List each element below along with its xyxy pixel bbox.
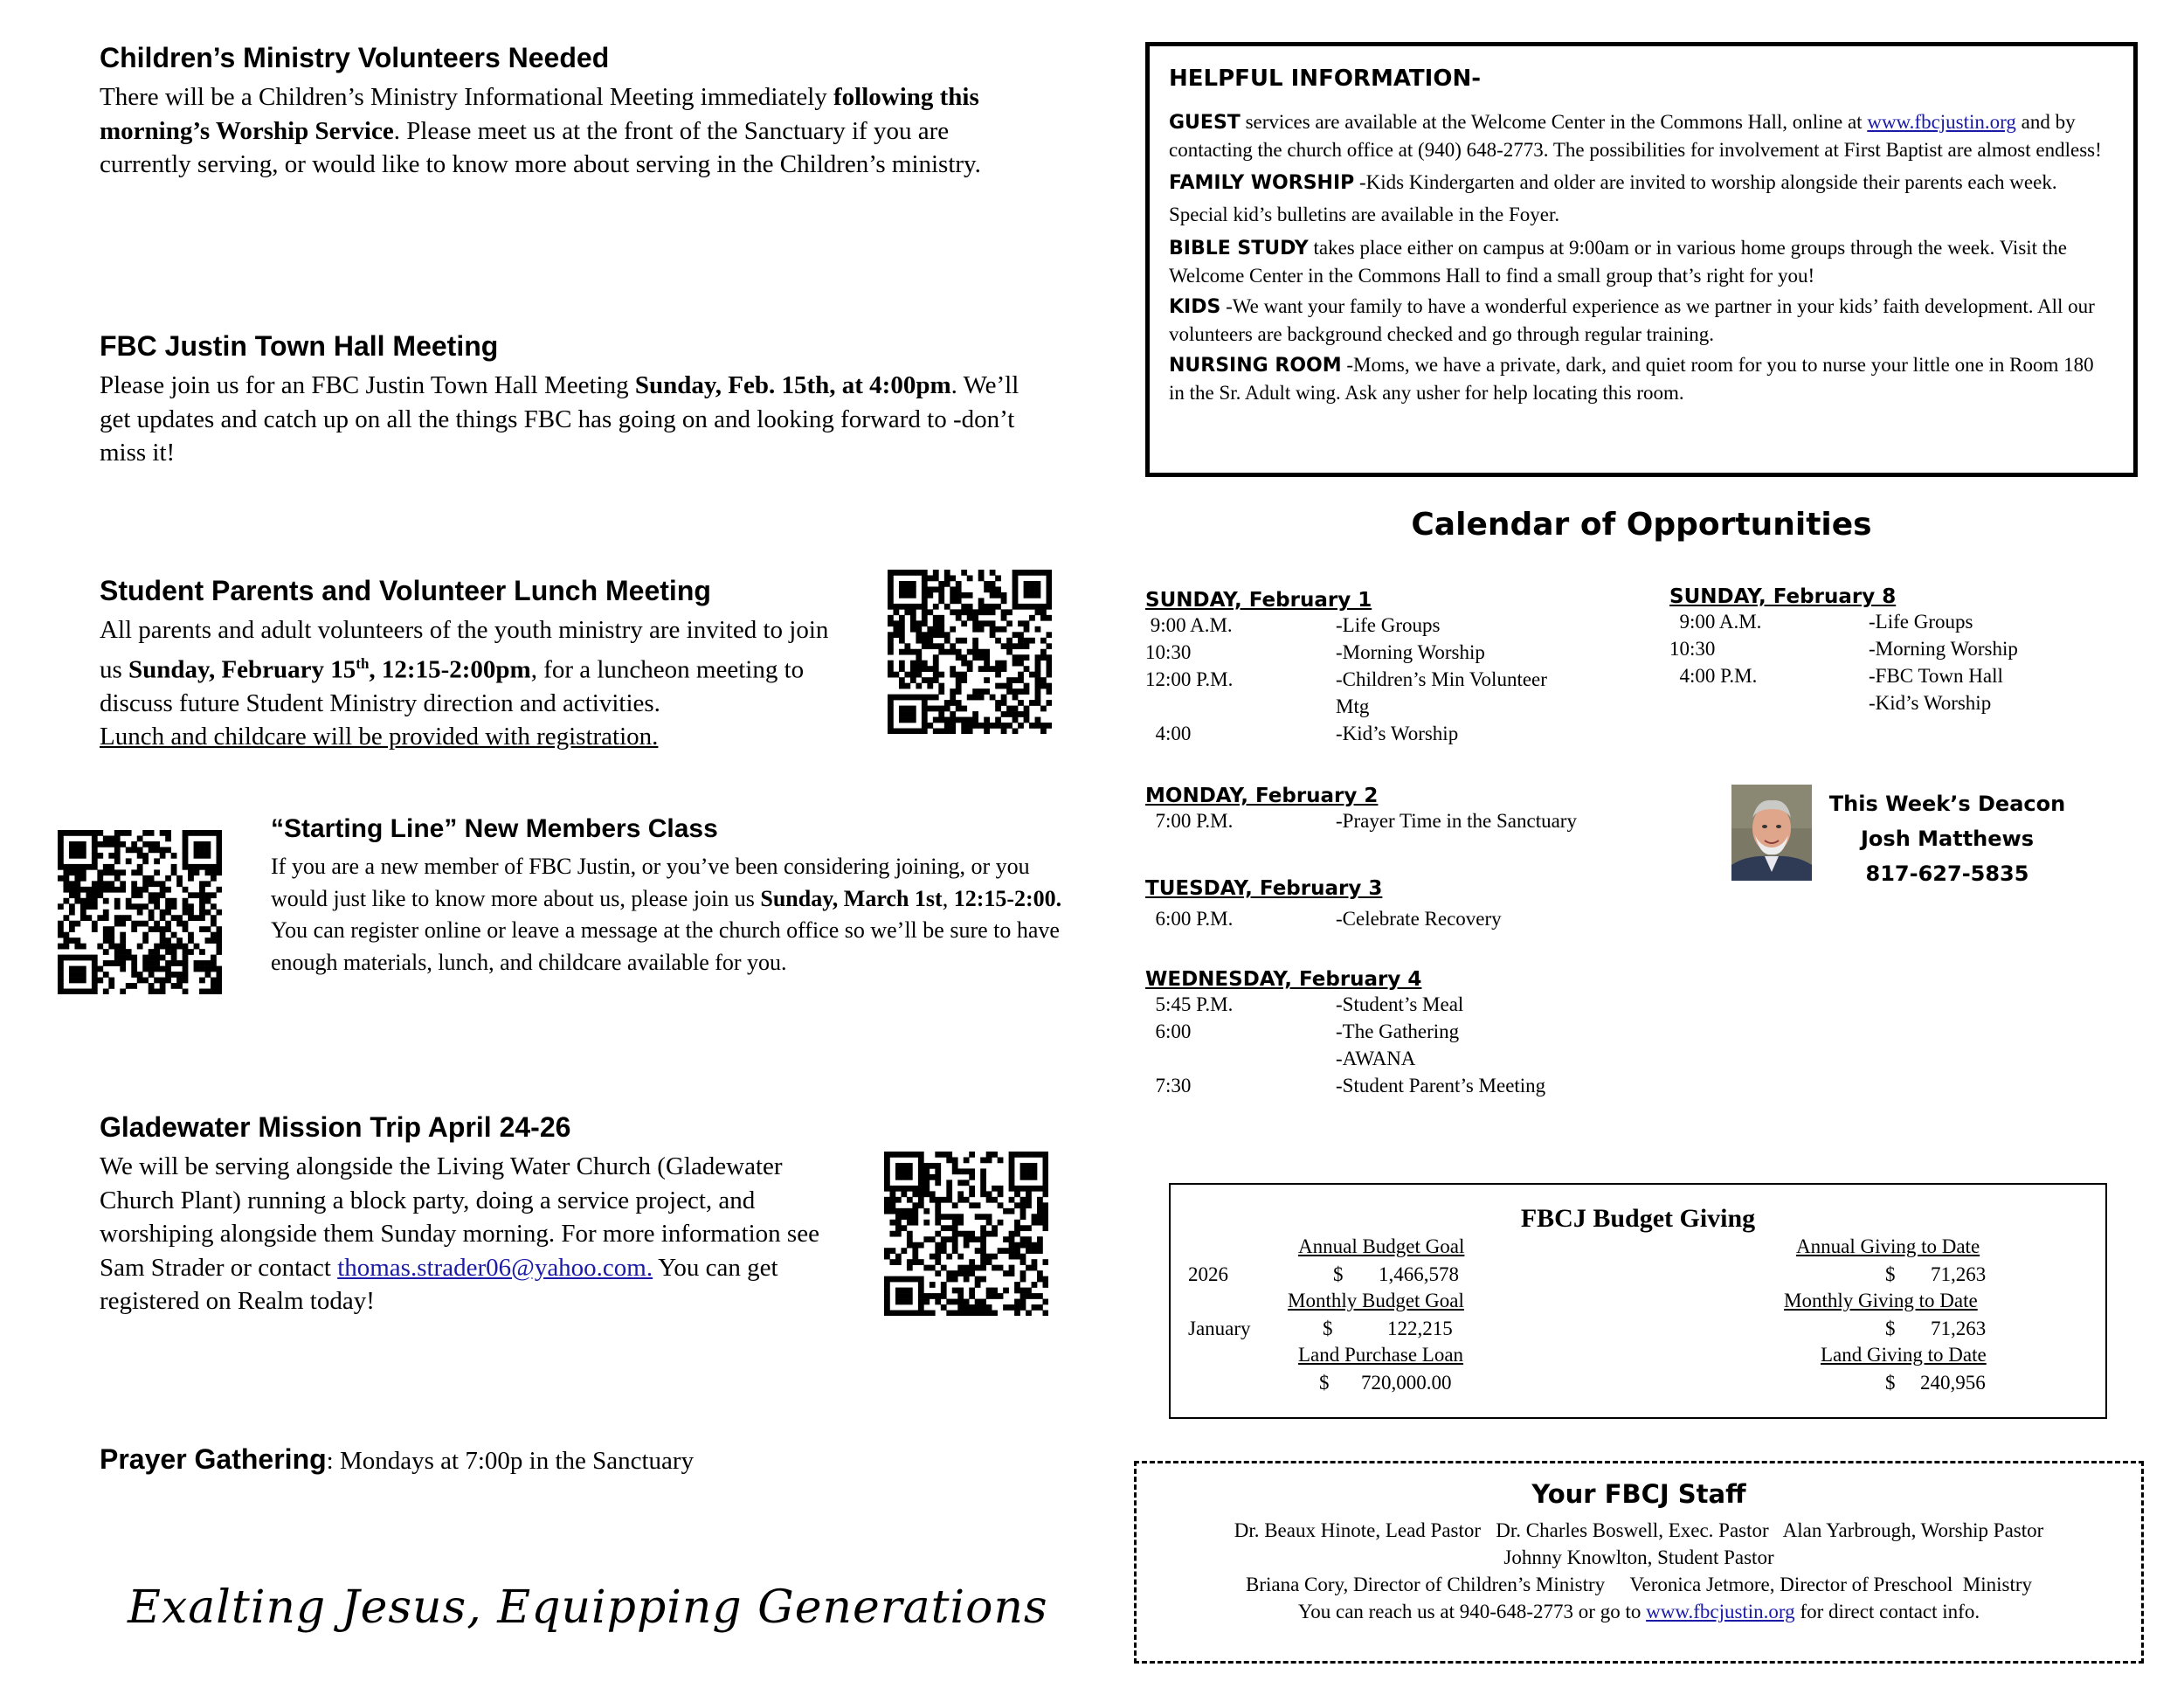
prayer-gathering-text: : Mondays at 7:00p in the Sanctuary	[326, 1447, 695, 1475]
staff-title: Your FBCJ Staff	[1531, 1479, 1746, 1509]
starting-line-text-d: 12:15-2:00.	[953, 885, 1062, 911]
land-purchase-loan-currency: $	[1319, 1372, 1330, 1394]
staff-line-3: Briana Cory, Director of Children’s Ministry Veronica Jetmore, Director of Preschool Ministry	[1245, 1574, 2032, 1595]
prayer-gathering	[100, 1443, 694, 1478]
calendar-event	[1145, 693, 1547, 720]
calendar-tuesday-feb-3	[1145, 877, 1502, 932]
children-ministry-text-a: There will be a Children’s Ministry Informational Meeting immediately	[100, 83, 833, 111]
deacon-photo	[1731, 785, 1812, 881]
children-ministry-text-b: following this morning’s Worship Service	[100, 83, 979, 145]
monthly-budget-goal-label: Monthly Budget Goal	[1288, 1290, 1464, 1311]
budget-giving-box	[1169, 1183, 2107, 1419]
student-lunch-text	[100, 613, 842, 754]
helpful-information-title: HELPFUL INFORMATION-	[1169, 66, 1481, 92]
event-desc: -Morning Worship	[1336, 641, 1485, 663]
event-time: 4:00 P.M.	[1669, 665, 1758, 687]
land-giving-value: 240,956	[1920, 1372, 1986, 1394]
student-lunch-text-sup: th	[356, 654, 370, 672]
calendar-day-heading: SUNDAY, February 1	[1145, 589, 1372, 612]
annual-budget-goal-value: 1,466,578	[1379, 1263, 1459, 1285]
event-desc: -Morning Worship	[1869, 638, 2018, 660]
event-time: 12:00 P.M.	[1145, 668, 1234, 690]
calendar-wednesday-feb-4	[1145, 968, 1545, 1099]
staff-line-1: Dr. Beaux Hinote, Lead Pastor Dr. Charles Boswell, Exec. Pastor Alan Yarbrough, Worship Pastor	[1234, 1519, 2044, 1541]
event-desc: -AWANA	[1336, 1048, 1416, 1069]
prayer-gathering-title: Prayer Gathering	[100, 1443, 327, 1475]
event-desc: -Life Groups	[1869, 611, 1973, 633]
nursing-room-info	[1169, 351, 2114, 406]
budget-year: 2026	[1188, 1263, 1228, 1285]
student-lunch-text-e: Lunch and childcare will be provided with registration.	[100, 723, 659, 751]
children-ministry-text-c: . Please meet us at the front of the Sanctuary if you are currently serving, or would like to know more about serving in the Children’s ministry.	[100, 116, 981, 178]
staff-website-link[interactable]: www.fbcjustin.org	[1646, 1601, 1795, 1622]
calendar-day-heading: TUESDAY, February 3	[1145, 877, 1383, 900]
calendar-event	[1145, 1045, 1545, 1072]
event-desc: -FBC Town Hall	[1869, 665, 2003, 687]
calendar-event	[1145, 639, 1547, 666]
land-giving-label: Land Giving to Date	[1821, 1344, 1987, 1366]
calendar-event	[1669, 635, 2018, 662]
land-purchase-loan-value: 720,000.00	[1361, 1372, 1452, 1394]
qr-code-student-lunch[interactable]	[888, 570, 1052, 734]
calendar-sunday-feb-8	[1669, 585, 2018, 716]
event-time: 7:30	[1145, 1075, 1192, 1097]
helpful-information-box	[1145, 42, 2138, 477]
starting-line-text-e: You can register online or leave a message at the church office so we’ll be sure to have enough materials, lunch, and childcare available for you.	[271, 917, 1060, 975]
guest-website-link[interactable]: www.fbcjustin.org	[1867, 111, 2016, 133]
children-ministry-text	[100, 80, 1034, 182]
town-hall-title: FBC Justin Town Hall Meeting	[100, 330, 499, 362]
budget-month: January	[1188, 1318, 1251, 1339]
student-lunch-text-c: , 12:15-2:00pm	[369, 655, 531, 684]
event-desc: -Kid’s Worship	[1336, 723, 1459, 744]
annual-giving-currency: $	[1885, 1263, 1896, 1285]
calendar-events	[1145, 991, 1545, 1099]
guest-text-b: and by contacting the church office at (940) 648-2773. The possibilities for involvement at First Baptist are almost endless!	[1169, 111, 2102, 161]
guest-info	[1169, 108, 2114, 163]
calendar-event	[1145, 991, 1545, 1018]
event-time: 6:00	[1145, 1020, 1192, 1042]
calendar-event	[1145, 1072, 1545, 1099]
nursing-room-text: -Moms, we have a private, dark, and quiet room for you to nurse your little one in Room 180 in the Sr. Adult wing. Ask any usher for help locating this room.	[1169, 354, 2094, 404]
mission-trip-text-b: You can get registered on Realm today!	[100, 1253, 778, 1315]
event-desc: Mtg	[1336, 695, 1370, 717]
calendar-day-heading: WEDNESDAY, February 4	[1145, 968, 1422, 991]
student-lunch-text-a: All parents and adult volunteers of the youth ministry are invited to join us	[100, 616, 829, 684]
event-time: 9:00 A.M.	[1145, 614, 1233, 636]
staff-line-4	[1137, 1598, 2141, 1625]
monthly-budget-goal-value: 122,215	[1387, 1318, 1453, 1339]
student-lunch-text-b: Sunday, February 15	[128, 655, 356, 684]
calendar-event	[1669, 689, 2018, 716]
event-time: 6:00 P.M.	[1145, 908, 1234, 930]
deacon-label: This Week’s Deacon	[1828, 792, 2066, 816]
starting-line-text-a: If you are a new member of FBC Justin, or you’ve been considering joining, or you would just like to know more about us, please join us	[271, 854, 1030, 911]
town-hall-text-b: Sunday, Feb. 15th, at 4:00pm	[634, 371, 951, 399]
children-ministry-title: Children’s Ministry Volunteers Needed	[100, 42, 610, 73]
kids-text: -We want your family to have a wonderful experience as we partner in your kids’ faith development. All our volunteers are background checked and go through regular training.	[1169, 295, 2095, 345]
slogan: Exalting Jesus, Equipping Generations	[128, 1581, 1048, 1634]
calendar-day-heading: SUNDAY, February 8	[1669, 585, 1897, 608]
calendar-monday-feb-2	[1145, 785, 1577, 834]
qr-code-mission-trip[interactable]	[884, 1152, 1048, 1316]
mission-trip-title: Gladewater Mission Trip April 24-26	[100, 1111, 571, 1143]
guest-key: GUEST	[1169, 112, 1241, 134]
event-desc: -Life Groups	[1336, 614, 1441, 636]
deacon-name: Josh Matthews	[1861, 827, 2034, 851]
monthly-giving-value: 71,263	[1931, 1318, 1987, 1339]
mission-trip-text	[100, 1150, 851, 1318]
bible-study-info	[1169, 234, 2114, 289]
event-desc: -Prayer Time in the Sanctuary	[1336, 810, 1577, 832]
monthly-giving-label: Monthly Giving to Date	[1784, 1290, 1978, 1311]
event-desc: -Kid’s Worship	[1869, 692, 1992, 714]
starting-line-text	[271, 851, 1075, 979]
calendar-sunday-feb-1	[1145, 589, 1547, 747]
deacon-info	[1803, 786, 2091, 891]
event-desc: -Student Parent’s Meeting	[1336, 1075, 1546, 1097]
annual-budget-goal-currency: $	[1333, 1263, 1344, 1285]
calendar-event	[1669, 662, 2018, 689]
bible-study-text: takes place either on campus at 9:00am or in various home groups through the week. Visit the Welcome Center in the Commons Hall to find a small group that’s right for you!	[1169, 237, 2067, 287]
calendar-event	[1145, 905, 1502, 932]
event-desc: -Children’s Min Volunteer	[1336, 668, 1547, 690]
mission-trip-text-a: We will be serving alongside the Living Water Church (Gladewater Church Plant) running a block party, doing a service project, and worshiping alongside them Sunday morning. For more information see Sam Strader or contact	[100, 1152, 819, 1282]
event-time: 10:30	[1145, 641, 1192, 663]
staff-line-4-b: for direct contact info.	[1794, 1601, 1980, 1622]
monthly-giving-currency: $	[1885, 1318, 1896, 1339]
student-lunch-text-d: , for a luncheon meeting to discuss future Student Ministry direction and activities.	[100, 655, 805, 717]
event-desc: -Student’s Meal	[1336, 993, 1464, 1015]
calendar-events	[1145, 612, 1547, 747]
calendar-event	[1145, 1018, 1545, 1045]
bible-study-key: BIBLE STUDY	[1169, 238, 1309, 259]
event-time: 5:45 P.M.	[1145, 993, 1234, 1015]
calendar-title: Calendar of Opportunities	[1411, 507, 1872, 543]
calendar-day-heading: MONDAY, February 2	[1145, 785, 1379, 807]
calendar-events	[1145, 905, 1502, 932]
nursing-room-key: NURSING ROOM	[1169, 355, 1342, 377]
family-worship-key: FAMILY WORSHIP	[1169, 172, 1355, 194]
budget-title: FBCJ Budget Giving	[1520, 1204, 1756, 1233]
event-desc: -The Gathering	[1336, 1020, 1460, 1042]
annual-budget-goal-label: Annual Budget Goal	[1298, 1235, 1465, 1257]
staff-line-2: Johnny Knowlton, Student Pastor	[1503, 1546, 1774, 1568]
town-hall-text-a: Please join us for an FBC Justin Town Hall Meeting	[100, 371, 635, 399]
monthly-budget-goal-currency: $	[1323, 1318, 1333, 1339]
calendar-events	[1669, 608, 2018, 716]
calendar-event	[1145, 720, 1547, 747]
calendar-event	[1145, 666, 1547, 693]
event-time: 9:00 A.M.	[1669, 611, 1762, 633]
qr-code-starting-line[interactable]	[58, 830, 222, 994]
event-desc: -Celebrate Recovery	[1336, 908, 1502, 930]
land-purchase-loan-label: Land Purchase Loan	[1298, 1344, 1464, 1366]
family-worship-info	[1169, 167, 2114, 231]
family-worship-text: -Kids Kindergarten and older are invited to worship alongside their parents each week. Special kid’s bulletins are available in the Foyer.	[1169, 171, 2057, 225]
calendar-events	[1145, 807, 1577, 834]
guest-text-a: services are available at the Welcome Center in the Commons Hall, online at	[1240, 111, 1868, 133]
kids-key: KIDS	[1169, 296, 1221, 318]
staff-box	[1134, 1461, 2144, 1664]
deacon-phone: 817-627-5835	[1865, 861, 2029, 886]
starting-line-text-b: Sunday, March 1st	[760, 885, 943, 911]
town-hall-text-c: . We’ll get updates and catch up on all the things FBC has going on and looking forward to -don’t miss it!	[100, 371, 1019, 467]
mission-trip-email-link[interactable]: thomas.strader06@yahoo.com.	[337, 1253, 653, 1282]
town-hall-text	[100, 369, 1034, 470]
starting-line-text-c: ,	[942, 885, 954, 911]
event-time: 7:00 P.M.	[1145, 810, 1234, 832]
staff-line-4-a: You can reach us at 940-648-2773 or go to	[1297, 1601, 1647, 1622]
kids-info	[1169, 293, 2114, 348]
annual-giving-value: 71,263	[1931, 1263, 1987, 1285]
annual-giving-label: Annual Giving to Date	[1796, 1235, 1980, 1257]
event-time: 4:00	[1145, 723, 1192, 744]
event-time: 10:30	[1669, 638, 1716, 660]
land-giving-currency: $	[1885, 1372, 1896, 1394]
starting-line-title: “Starting Line” New Members Class	[271, 814, 718, 843]
calendar-event	[1145, 807, 1577, 834]
student-lunch-title: Student Parents and Volunteer Lunch Meeting	[100, 575, 711, 606]
calendar-event	[1145, 612, 1547, 639]
calendar-event	[1669, 608, 2018, 635]
